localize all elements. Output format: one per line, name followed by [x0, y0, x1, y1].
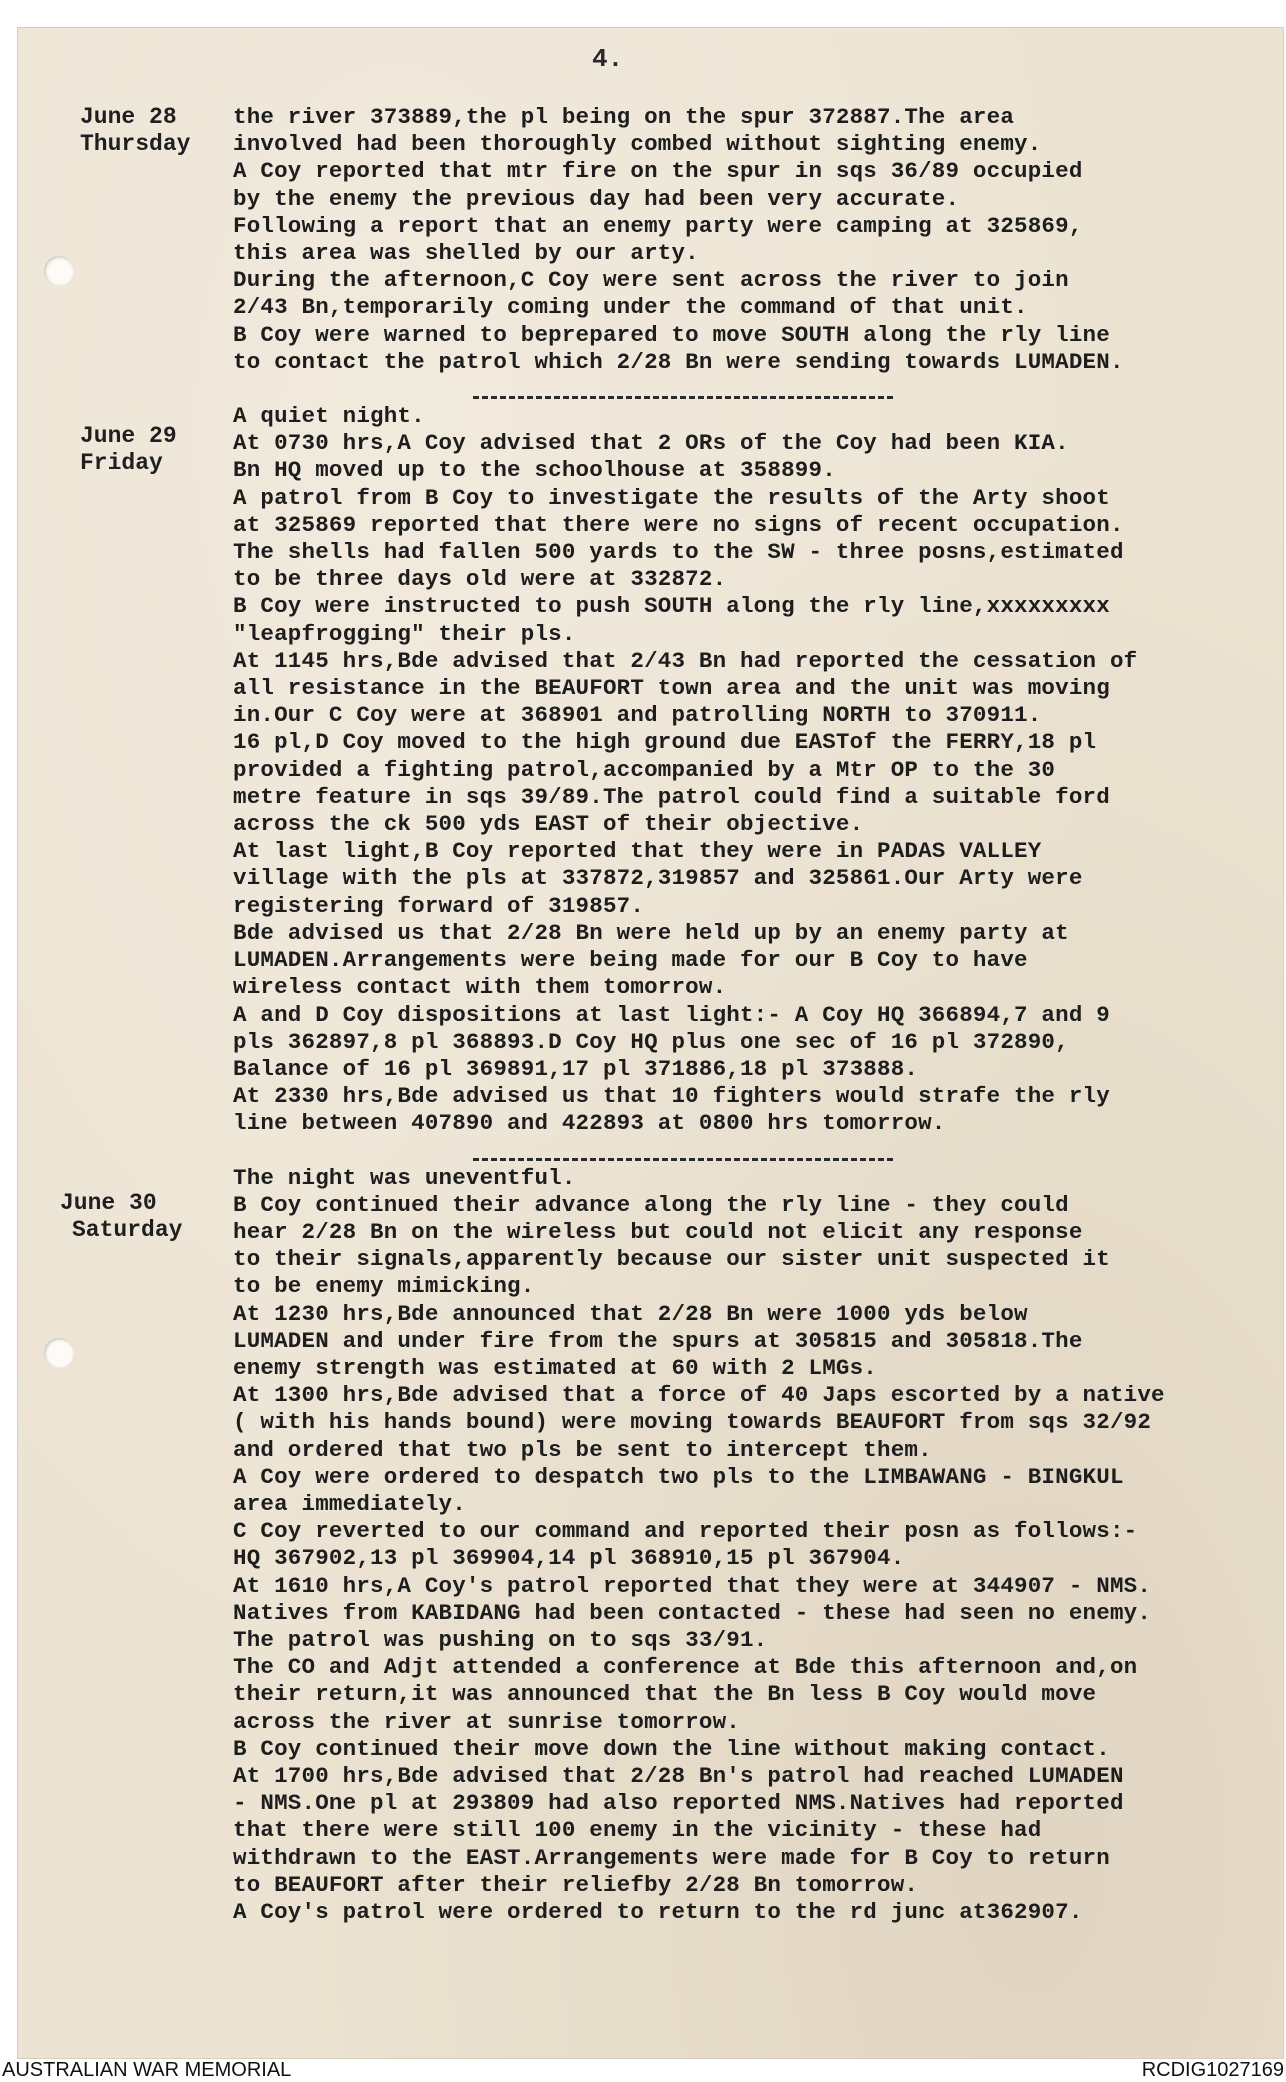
diary-line: all resistance in the BEAUFORT town area and the unit was moving	[233, 675, 1110, 702]
diary-line: A Coy reported that mtr fire on the spur in sqs 36/89 occupied	[233, 158, 1083, 185]
date-label: June 30	[60, 1190, 157, 1216]
diary-line: During the afternoon,C Coy were sent across the river to join	[233, 267, 1069, 294]
diary-line: At last light,B Coy reported that they were in PADAS VALLEY	[233, 838, 1042, 865]
diary-line: Balance of 16 pl 369891,17 pl 371886,18 pl 373888.	[233, 1055, 919, 1082]
diary-line: in.Our C Coy were at 368901 and patrolling NORTH to 370911.	[233, 702, 1042, 729]
diary-line: ( with his hands bound) were moving towards BEAUFORT from sqs 32/92	[233, 1409, 1152, 1436]
diary-line: 2/43 Bn,temporarily coming under the command of that unit.	[233, 294, 1028, 321]
weekday-label: Saturday	[72, 1217, 183, 1243]
war-diary-entries	[233, 104, 1263, 1926]
date-label: June 29	[80, 423, 177, 449]
diary-line: At 0730 hrs,A Coy advised that 2 ORs of the Coy had been KIA.	[233, 430, 1069, 457]
diary-line: The shells had fallen 500 yards to the SW - three posns,estimated	[233, 539, 1124, 566]
diary-line: B Coy continued their advance along the rly line - they could	[233, 1191, 1069, 1218]
diary-line: A Coy were ordered to despatch two pls to the LIMBAWANG - BINGKUL	[233, 1463, 1124, 1490]
diary-line: The night was uneventful.	[233, 1164, 576, 1191]
diary-line: At 1145 hrs,Bde advised that 2/43 Bn had reported the cessation of	[233, 647, 1138, 674]
diary-line: HQ 367902,13 pl 369904,14 pl 368910,15 pl 367904.	[233, 1545, 905, 1572]
diary-line: by the enemy the previous day had been very accurate.	[233, 185, 960, 212]
diary-line: B Coy were warned to beprepared to move SOUTH along the rly line	[233, 321, 1110, 348]
diary-line: registering forward of 319857.	[233, 892, 645, 919]
footer-catalogue-id: RCDIG1027169	[1141, 2059, 1284, 2081]
diary-line: The CO and Adjt attended a conference at Bde this afternoon and,on	[233, 1654, 1138, 1681]
diary-line: A Coy's patrol were ordered to return to the rd junc at362907.	[233, 1899, 1083, 1925]
diary-line: At 1300 hrs,Bde advised that a force of 40 Japs escorted by a native	[233, 1382, 1165, 1409]
diary-line: withdrawn to the EAST.Arrangements were made for B Coy to return	[233, 1844, 1110, 1871]
diary-line: LUMADEN.Arrangements were being made for our B Coy to have	[233, 947, 1028, 974]
date-june-30	[60, 1190, 182, 1244]
diary-line: to be three days old were at 332872.	[233, 566, 727, 593]
diary-line: Bn HQ moved up to the schoolhouse at 358899.	[233, 457, 836, 484]
diary-line: to BEAUFORT after their reliefby 2/28 Bn tomorrow.	[233, 1871, 919, 1898]
section-divider	[473, 1140, 893, 1161]
diary-line: LUMADEN and under fire from the spurs at 305815 and 305818.The	[233, 1327, 1083, 1354]
punch-hole	[44, 256, 74, 286]
diary-line: hear 2/28 Bn on the wireless but could not elicit any response	[233, 1218, 1083, 1245]
diary-line: provided a fighting patrol,accompanied by a Mtr OP to the 30	[233, 756, 1056, 783]
punch-hole	[44, 1338, 74, 1368]
diary-line: 16 pl,D Coy moved to the high ground due EASTof the FERRY,18 pl	[233, 729, 1097, 756]
diary-section	[233, 403, 1263, 1137]
diary-line: to their signals,apparently because our sister unit suspected it	[233, 1246, 1110, 1273]
diary-line: "leapfrogging" their pls.	[233, 620, 576, 647]
diary-line: B Coy were instructed to push SOUTH along the rly line,xxxxxxxxx	[233, 593, 1110, 620]
diary-line: the river 373889,the pl being on the spur 372887.The area	[233, 104, 1015, 130]
diary-line: at 325869 reported that there were no signs of recent occupation.	[233, 511, 1124, 538]
weekday-label: Thursday	[80, 131, 191, 157]
diary-line: At 2330 hrs,Bde advised us that 10 fighters would strafe the rly	[233, 1083, 1110, 1110]
diary-line: A quiet night.	[233, 403, 425, 430]
diary-line: across the ck 500 yds EAST of their objective.	[233, 811, 864, 838]
diary-line: A and D Coy dispositions at last light:- A Coy HQ 366894,7 and 9	[233, 1001, 1110, 1028]
diary-line: pls 362897,8 pl 368893.D Coy HQ plus one sec of 16 pl 372890,	[233, 1028, 1069, 1055]
diary-section	[233, 104, 1263, 376]
diary-line: metre feature in sqs 39/89.The patrol could find a suitable ford	[233, 783, 1110, 810]
diary-section	[233, 1165, 1263, 1927]
diary-line: The patrol was pushing on to sqs 33/91.	[233, 1626, 768, 1653]
diary-line: At 1700 hrs,Bde advised that 2/28 Bn's patrol had reached LUMADEN	[233, 1762, 1124, 1789]
diary-line: Natives from KABIDANG had been contacted - these had seen no enemy.	[233, 1599, 1152, 1626]
date-june-29	[80, 423, 177, 477]
diary-line: their return,it was announced that the Bn less B Coy would move	[233, 1681, 1097, 1708]
diary-line: and ordered that two pls be sent to intercept them.	[233, 1436, 932, 1463]
diary-line: to contact the patrol which 2/28 Bn were sending towards LUMADEN.	[233, 348, 1124, 375]
diary-line: this area was shelled by our arty.	[233, 240, 699, 267]
diary-line: involved had been thoroughly combed without sighting enemy.	[233, 131, 1042, 158]
diary-line: At 1610 hrs,A Coy's patrol reported that they were at 344907 - NMS.	[233, 1572, 1152, 1599]
section-divider	[473, 378, 893, 399]
date-label: June 28	[80, 104, 177, 130]
diary-line: enemy strength was estimated at 60 with 2 LMGs.	[233, 1354, 878, 1381]
diary-line: to be enemy mimicking.	[233, 1273, 535, 1300]
diary-line: village with the pls at 337872,319857 and 325861.Our Arty were	[233, 865, 1083, 892]
diary-line: Bde advised us that 2/28 Bn were held up by an enemy party at	[233, 919, 1069, 946]
diary-line: - NMS.One pl at 293809 had also reported NMS.Natives had reported	[233, 1790, 1124, 1817]
page-number: 4.	[592, 44, 624, 74]
diary-line: line between 407890 and 422893 at 0800 hrs tomorrow.	[233, 1110, 946, 1137]
diary-line: B Coy continued their move down the line without making contact.	[233, 1735, 1110, 1762]
diary-line: across the river at sunrise tomorrow.	[233, 1708, 740, 1735]
diary-line: At 1230 hrs,Bde announced that 2/28 Bn were 1000 yds below	[233, 1300, 1028, 1327]
diary-line: Following a report that an enemy party were camping at 325869,	[233, 212, 1083, 239]
diary-line: that there were still 100 enemy in the vicinity - these had	[233, 1817, 1042, 1844]
diary-line: C Coy reverted to our command and reported their posn as follows:-	[233, 1518, 1138, 1545]
diary-line: A patrol from B Coy to investigate the results of the Arty shoot	[233, 484, 1110, 511]
date-june-28	[80, 104, 190, 158]
diary-line: area immediately.	[233, 1490, 466, 1517]
diary-line: wireless contact with them tomorrow.	[233, 974, 727, 1001]
footer-source: AUSTRALIAN WAR MEMORIAL	[2, 2059, 292, 2081]
weekday-label: Friday	[80, 450, 163, 476]
